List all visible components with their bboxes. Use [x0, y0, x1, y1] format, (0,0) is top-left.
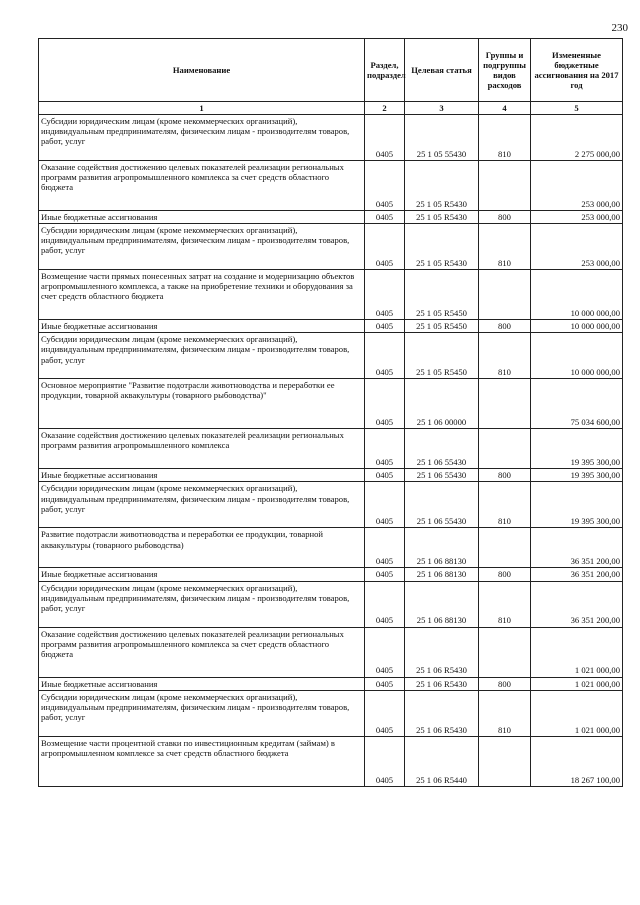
- table-row: [39, 115, 623, 161]
- row-section: 0405: [365, 677, 405, 690]
- row-group: [479, 379, 531, 429]
- row-amount: 1 021 000,00: [531, 627, 623, 677]
- row-target: 25 1 06 00000: [405, 379, 479, 429]
- table-row: [39, 581, 623, 627]
- row-section: 0405: [365, 211, 405, 224]
- row-group: 800: [479, 568, 531, 581]
- row-name: Оказание содействия достижению целевых показателей реализации региональных программ развития агропромышленного комплекса за счет средств областного бюджета: [39, 161, 365, 211]
- table-row: [39, 161, 623, 211]
- row-amount: 253 000,00: [531, 224, 623, 270]
- column-number-row: [39, 102, 623, 115]
- row-target: 25 1 05 R5450: [405, 270, 479, 320]
- row-amount: 253 000,00: [531, 211, 623, 224]
- table-row: [39, 379, 623, 429]
- row-name: Субсидии юридическим лицам (кроме некоммерческих организаций), индивидуальным предпринимателям, физическим лицам - производителям товаров, работ, услуг: [39, 690, 365, 736]
- table-row: [39, 320, 623, 333]
- row-group: [479, 270, 531, 320]
- row-section: 0405: [365, 482, 405, 528]
- table-row: [39, 224, 623, 270]
- row-amount: 19 395 300,00: [531, 482, 623, 528]
- column-number: 3: [405, 102, 479, 115]
- row-group: 800: [479, 211, 531, 224]
- table-row: [39, 528, 623, 568]
- row-section: 0405: [365, 736, 405, 786]
- row-group: 810: [479, 690, 531, 736]
- row-target: 25 1 06 R5430: [405, 677, 479, 690]
- row-group: 810: [479, 115, 531, 161]
- row-amount: 1 021 000,00: [531, 690, 623, 736]
- row-group: 800: [479, 677, 531, 690]
- row-name: Иные бюджетные ассигнования: [39, 211, 365, 224]
- table-row: [39, 482, 623, 528]
- row-amount: 10 000 000,00: [531, 270, 623, 320]
- row-section: 0405: [365, 690, 405, 736]
- row-target: 25 1 06 88130: [405, 581, 479, 627]
- row-name: Субсидии юридическим лицам (кроме некоммерческих организаций), индивидуальным предпринимателям, физическим лицам - производителям товаров, работ, услуг: [39, 581, 365, 627]
- column-number: 1: [39, 102, 365, 115]
- row-section: 0405: [365, 320, 405, 333]
- header-group: Группы и подгруппы видов расходов: [479, 39, 531, 102]
- row-target: 25 1 06 55430: [405, 469, 479, 482]
- row-name: Иные бюджетные ассигнования: [39, 469, 365, 482]
- row-name: Возмещение части прямых понесенных затрат на создание и модернизацию объектов агропромышленного комплекса, а также на приобретение техники и оборудования за счет средств областного бюджета: [39, 270, 365, 320]
- header-amount: Измененные бюджетные ассигнования на 2017 год: [531, 39, 623, 102]
- row-target: 25 1 06 88130: [405, 528, 479, 568]
- table-row: [39, 690, 623, 736]
- row-target: 25 1 05 R5450: [405, 320, 479, 333]
- row-group: [479, 528, 531, 568]
- column-number: 5: [531, 102, 623, 115]
- row-section: 0405: [365, 581, 405, 627]
- table-row: [39, 736, 623, 786]
- row-name: Иные бюджетные ассигнования: [39, 320, 365, 333]
- row-section: 0405: [365, 115, 405, 161]
- header-target: Целевая статья: [405, 39, 479, 102]
- row-target: 25 1 06 55430: [405, 482, 479, 528]
- table-row: [39, 270, 623, 320]
- row-group: 810: [479, 482, 531, 528]
- row-group: 810: [479, 581, 531, 627]
- row-target: 25 1 05 R5430: [405, 161, 479, 211]
- table-row: [39, 469, 623, 482]
- table-row: [39, 211, 623, 224]
- table-row: [39, 429, 623, 469]
- row-group: 810: [479, 224, 531, 270]
- row-section: 0405: [365, 379, 405, 429]
- header-section: Раздел, подраздел: [365, 39, 405, 102]
- row-section: 0405: [365, 161, 405, 211]
- row-amount: 36 351 200,00: [531, 528, 623, 568]
- row-name: Возмещение части процентной ставки по инвестиционным кредитам (займам) в агропромышленном комплексе за счет средств областного бюджета: [39, 736, 365, 786]
- row-amount: 10 000 000,00: [531, 320, 623, 333]
- row-name: Иные бюджетные ассигнования: [39, 568, 365, 581]
- row-amount: 36 351 200,00: [531, 568, 623, 581]
- row-name: Субсидии юридическим лицам (кроме некоммерческих организаций), индивидуальным предпринимателям, физическим лицам - производителям товаров, работ, услуг: [39, 115, 365, 161]
- table-header-row: [39, 39, 623, 102]
- row-amount: 18 267 100,00: [531, 736, 623, 786]
- row-name: Оказание содействия достижению целевых показателей реализации региональных программ развития агропромышленного комплекса за счет средств областного бюджета: [39, 627, 365, 677]
- row-target: 25 1 06 R5430: [405, 627, 479, 677]
- row-target: 25 1 05 55430: [405, 115, 479, 161]
- row-name: Иные бюджетные ассигнования: [39, 677, 365, 690]
- column-number: 2: [365, 102, 405, 115]
- page-number: 230: [611, 22, 628, 34]
- row-section: 0405: [365, 429, 405, 469]
- row-group: 810: [479, 333, 531, 379]
- row-name: Субсидии юридическим лицам (кроме некоммерческих организаций), индивидуальным предпринимателям, физическим лицам - производителям товаров, работ, услуг: [39, 482, 365, 528]
- row-amount: 10 000 000,00: [531, 333, 623, 379]
- header-name: Наименование: [39, 39, 365, 102]
- row-amount: 36 351 200,00: [531, 581, 623, 627]
- row-section: 0405: [365, 270, 405, 320]
- row-name: Развитие подотрасли животноводства и переработки ее продукции, товарной аквакультуры (товарного рыбоводства): [39, 528, 365, 568]
- row-section: 0405: [365, 627, 405, 677]
- row-amount: 1 021 000,00: [531, 677, 623, 690]
- row-amount: 75 034 600,00: [531, 379, 623, 429]
- row-group: [479, 627, 531, 677]
- row-target: 25 1 05 R5430: [405, 211, 479, 224]
- row-amount: 19 395 300,00: [531, 429, 623, 469]
- table-row: [39, 568, 623, 581]
- table-row: [39, 627, 623, 677]
- row-section: 0405: [365, 224, 405, 270]
- table-row: [39, 677, 623, 690]
- row-group: [479, 736, 531, 786]
- row-group: 800: [479, 320, 531, 333]
- row-amount: 19 395 300,00: [531, 469, 623, 482]
- row-name: Субсидии юридическим лицам (кроме некоммерческих организаций), индивидуальным предпринимателям, физическим лицам - производителям товаров, работ, услуг: [39, 224, 365, 270]
- row-section: 0405: [365, 568, 405, 581]
- row-target: 25 1 06 88130: [405, 568, 479, 581]
- row-name: Оказание содействия достижению целевых показателей реализации региональных программ развития агропромышленного комплекса: [39, 429, 365, 469]
- row-target: 25 1 05 R5430: [405, 224, 479, 270]
- row-name: Основное мероприятие "Развитие подотрасли животноводства и переработки ее продукции, товарной аквакультуры (товарного рыбоводства)": [39, 379, 365, 429]
- budget-table: [38, 38, 623, 787]
- table-row: [39, 333, 623, 379]
- row-target: 25 1 06 55430: [405, 429, 479, 469]
- row-section: 0405: [365, 333, 405, 379]
- row-section: 0405: [365, 528, 405, 568]
- row-group: 800: [479, 469, 531, 482]
- row-group: [479, 429, 531, 469]
- row-target: 25 1 05 R5450: [405, 333, 479, 379]
- row-group: [479, 161, 531, 211]
- row-amount: 253 000,00: [531, 161, 623, 211]
- row-amount: 2 275 000,00: [531, 115, 623, 161]
- row-target: 25 1 06 R5430: [405, 690, 479, 736]
- row-name: Субсидии юридическим лицам (кроме некоммерческих организаций), индивидуальным предпринимателям, физическим лицам - производителям товаров, работ, услуг: [39, 333, 365, 379]
- row-section: 0405: [365, 469, 405, 482]
- column-number: 4: [479, 102, 531, 115]
- row-target: 25 1 06 R5440: [405, 736, 479, 786]
